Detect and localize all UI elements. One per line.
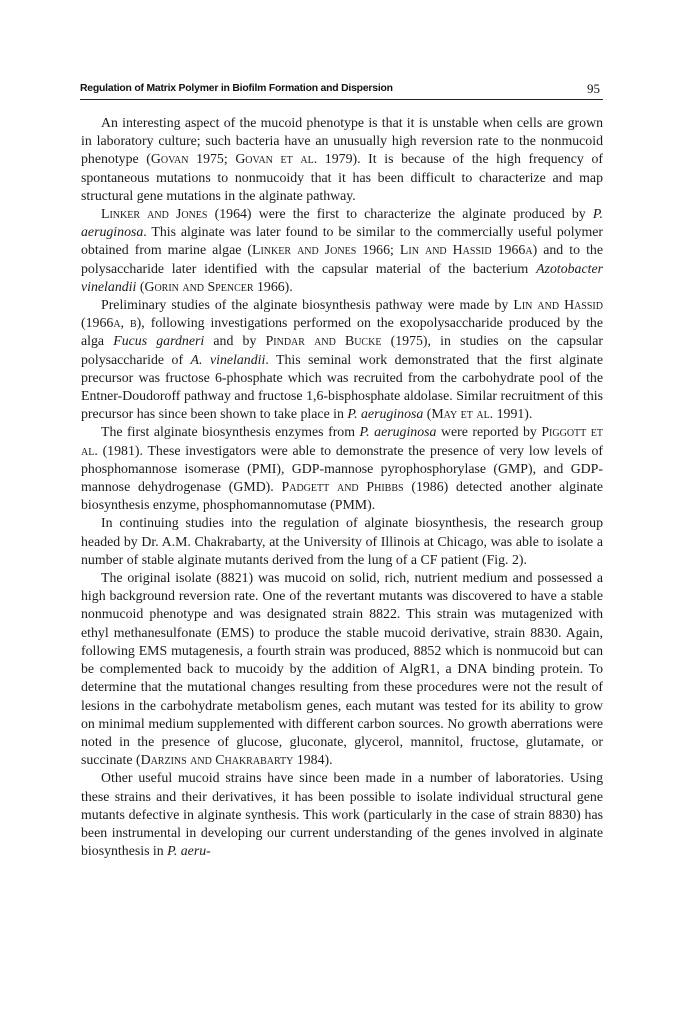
italic-term: P. aeruginosa: [347, 406, 424, 422]
text-run: and by: [204, 333, 266, 349]
text-run: 1966;: [356, 242, 400, 258]
italic-term: P. aeru-: [167, 843, 211, 859]
citation-author: Gorin and Spencer: [144, 278, 254, 294]
citation-author: Linker and Jones: [101, 206, 208, 222]
citation-author: Govan: [150, 151, 189, 167]
italic-term: Azotobacter vinelandii: [81, 260, 603, 294]
page-number: 95: [587, 81, 600, 96]
text-run: ), following investigations performed on the exopolysaccharide produced by the alga: [81, 315, 603, 349]
citation-author: Darzins and Chakrabarty: [140, 752, 294, 768]
text-run: 1966: [491, 242, 526, 258]
italic-term: A. vinelandii: [190, 351, 266, 367]
text-run: An interesting aspect of the mucoid phenotype is that it is unstable when cells are grown in laboratory culture; such bacteria have an unusually high reversion rate to the nonmucoid phenotype (: [81, 115, 603, 167]
paragraph: [81, 205, 603, 296]
italic-term: P. aeruginosa: [359, 424, 437, 440]
italic-term: Fucus gardneri: [113, 333, 205, 349]
citation-author: a: [525, 242, 533, 258]
citation-author: Lin and Hassid: [399, 242, 492, 258]
citation-author: Govan et al.: [235, 151, 318, 167]
text-run: 1991).: [493, 406, 533, 422]
citation-author: May et al.: [431, 406, 494, 422]
running-title: Regulation of Matrix Polymer in Biofilm Formation and Dispersion: [80, 83, 393, 94]
paragraph: [81, 296, 603, 423]
citation-author: Linker and Jones: [252, 242, 357, 258]
text-run: In continuing studies into the regulation of alginate biosynthesis, the research group headed by Dr. A.M. Chakrabarty, at the University of Illinois at Chicago, was able to isolate a number of stable alginate mutants derived from the lung of a CF patient (Fig. 2).: [81, 515, 603, 567]
text-run: were reported by: [436, 424, 542, 440]
paragraph: [81, 569, 603, 769]
text-run: (1986) detected another alginate biosynthesis enzyme, phosphomannomutase (PMM).: [81, 479, 603, 513]
running-header: [80, 81, 603, 100]
text-run: (: [136, 278, 145, 294]
italic-term: P. aeruginosa: [81, 206, 603, 240]
text-run: Preliminary studies of the alginate biosynthesis pathway were made by: [101, 297, 514, 313]
text-run: (1964) were the first to characterize the alginate produced by: [207, 206, 593, 222]
citation-author: a, b: [113, 315, 137, 331]
text-run: 1979). It is because of the high frequency of spontaneous mutations to nonmucoidy that it has been difficult to characterize and map structural gene mutations in the alginate pathway.: [81, 151, 603, 203]
text-run: ) and to the polysaccharide later identified with the capsular material of the bacterium: [81, 242, 603, 276]
text-run: Other useful mucoid strains have since been made in a number of laboratories. Using these strains and their derivatives, it has been possible to isolate individual structural gene mutants defective in alginate synthesis. This work (particularly in the case of strain 8830) has been instrumental in developing our current understanding of the genes involved in alginate biosynthesis in: [81, 770, 603, 859]
paragraph: [81, 769, 603, 860]
text-run: 1966).: [253, 278, 293, 294]
paragraph: [81, 514, 603, 569]
text-run: . This seminal work demonstrated that the first alginate precursor was fructose 6-phosphate which was recruited from the carbohydrate pool of the Entner-Doudoroff pathway and fructose 1,6-bisphosphate aldolase. Similar recruitment of this precursor has since been shown to take place in: [81, 351, 603, 422]
citation-author: Pindar and Bucke: [265, 333, 382, 349]
text-run: 1984).: [293, 752, 333, 768]
text-run: The first alginate biosynthesis enzymes from: [101, 424, 360, 440]
paragraph: [81, 423, 603, 514]
citation-author: Lin and Hassid: [513, 297, 603, 313]
text-run: 1975;: [188, 151, 236, 167]
text-run: (1975), in studies on the capsular polysaccharide of: [81, 333, 603, 367]
paragraph: [81, 114, 603, 205]
citation-author: Padgett and Phibbs: [281, 479, 404, 495]
text-run: . This alginate was later found to be similar to the commercially useful polymer obtained from marine algae (: [81, 224, 603, 258]
text-run: (: [423, 406, 432, 422]
citation-author: Piggott et al.: [81, 424, 603, 458]
text-run: (1981). These investigators were able to demonstrate the presence of very low levels of phosphomannose isomerase (PMI), GDP-mannose pyrophosphorylase (GMP), and GDP-mannose dehydrogenase (GMD).: [81, 442, 603, 495]
text-run: (1966: [81, 315, 114, 331]
text-run: The original isolate (8821) was mucoid on solid, rich, nutrient medium and possessed a high background reversion rate. One of the revertant mutants was discovered to have a stable nonmucoid phenotype and was designated strain 8822. This strain was mutagenized with ethyl methanesulfonate (EMS) to produce the stable mucoid derivative, strain 8830. Again, following EMS mutagenesis, a fourth strain was produced, 8852 which is nonmucoid but can be complemented back to mucoidy by the addition of AlgR1, a DNA binding protein. To determine that the mutational changes resulting from these procedures were not the result of lesions in the carbohydrate metabolism genes, each mutant was tested for its ability to grow on minimal medium supplemented with different carbon sources. No growth aberrations were noted in the presence of glucose, gluconate, glycerol, mannitol, fructose, glutamate, or succinate (: [81, 570, 603, 768]
body-text: [81, 114, 603, 860]
